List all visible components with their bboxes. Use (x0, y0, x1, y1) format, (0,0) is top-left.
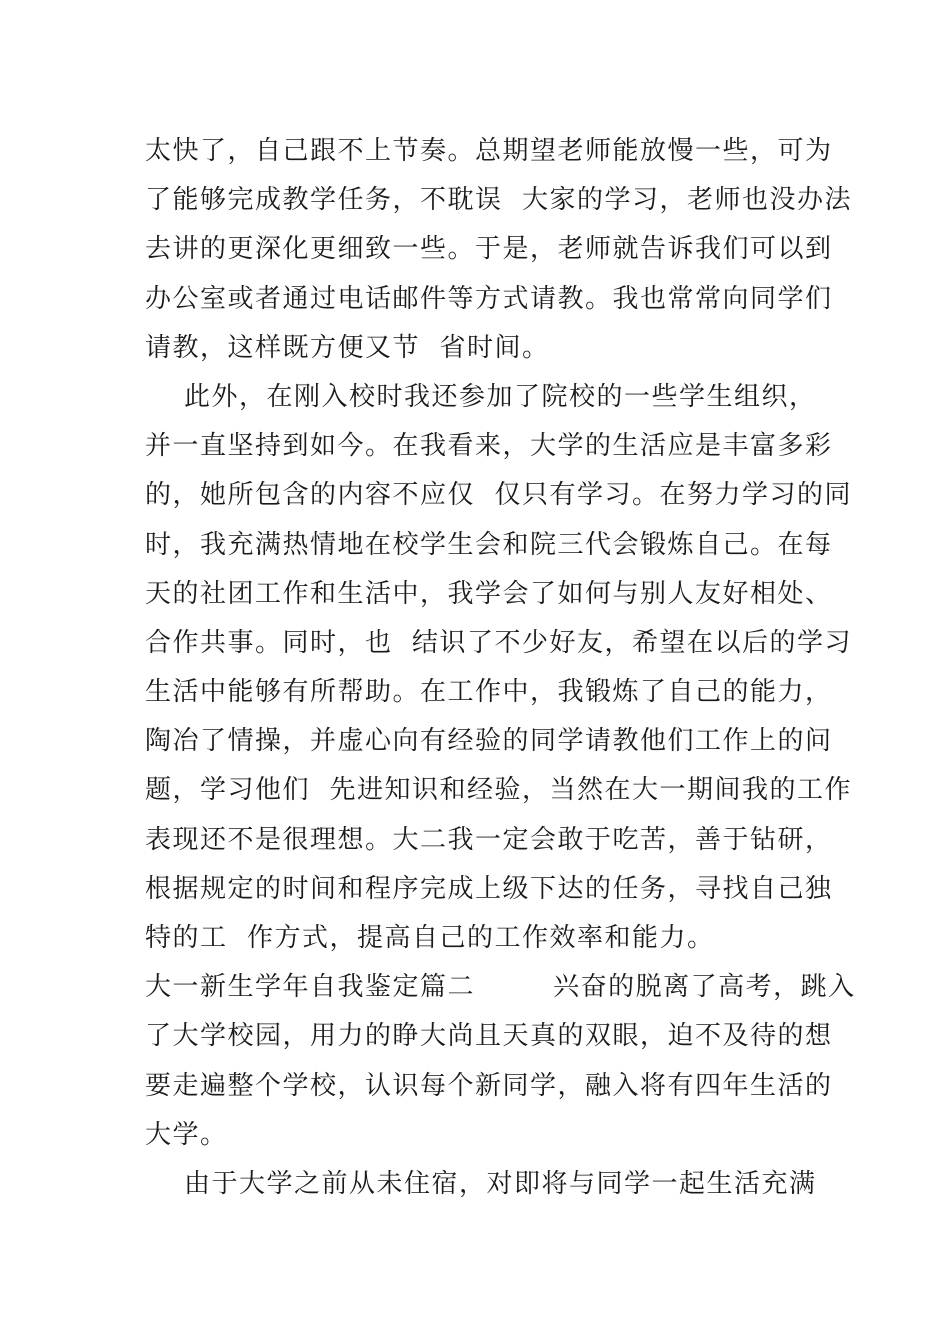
text-line: 请教，这样既方便又节 省时间。 (145, 332, 550, 363)
text-line: 去讲的更深化更细致一些。于是，老师就告诉我们可以到 (145, 234, 833, 265)
text-line: 合作共事。同时，也 结识了不少好友，希望在以后的学习 (145, 627, 853, 658)
text-line: 的，她所包含的内容不应仅 仅只有学习。在努力学习的同 (145, 480, 853, 511)
text-line: 陶冶了情操，并虚心向有经验的同学请教他们工作上的问 (145, 726, 833, 757)
text-line: 了能够完成教学任务，不耽误 大家的学习，老师也没办法 (145, 185, 853, 216)
text-line: 办公室或者通过电话邮件等方式请教。我也常常向同学们 (145, 283, 833, 314)
text-line: 由于大学之前从未住宿，对即将与同学一起生活充满 (145, 1168, 817, 1199)
section-heading-line: 大一新生学年自我鉴定篇二 兴奋的脱离了高考，跳入 (145, 972, 856, 1003)
text-line: 太快了，自己跟不上节奏。总期望老师能放慢一些，可为 (145, 136, 833, 166)
text-line: 此外，在刚入校时我还参加了院校的一些学生组织， (145, 381, 817, 412)
body-text (145, 127, 856, 1209)
text-line: 题，学习他们 先进知识和经验，当然在大一期间我的工作 (145, 775, 853, 806)
text-line: 了大学校园，用力的睁大尚且天真的双眼，迫不及待的想 (145, 1021, 833, 1052)
text-line: 天的社团工作和生活中，我学会了如何与别人友好相处、 (145, 578, 833, 609)
text-line: 要走遍整个学校，认识每个新同学，融入将有四年生活的 (145, 1070, 833, 1101)
text-line: 并一直坚持到如今。在我看来，大学的生活应是丰富多彩 (145, 431, 833, 462)
text-line: 大学。 (145, 1119, 228, 1150)
text-line: 生活中能够有所帮助。在工作中，我锻炼了自己的能力， (145, 677, 833, 708)
text-line: 时，我充满热情地在校学生会和院三代会锻炼自己。在每 (145, 529, 833, 560)
text-line: 特的工 作方式，提高自己的工作效率和能力。 (145, 923, 715, 953)
text-line: 表现还不是很理想。大二我一定会敢于吃苦，善于钻研， (145, 824, 833, 855)
text-line: 根据规定的时间和程序完成上级下达的任务，寻找自己独 (145, 873, 833, 904)
